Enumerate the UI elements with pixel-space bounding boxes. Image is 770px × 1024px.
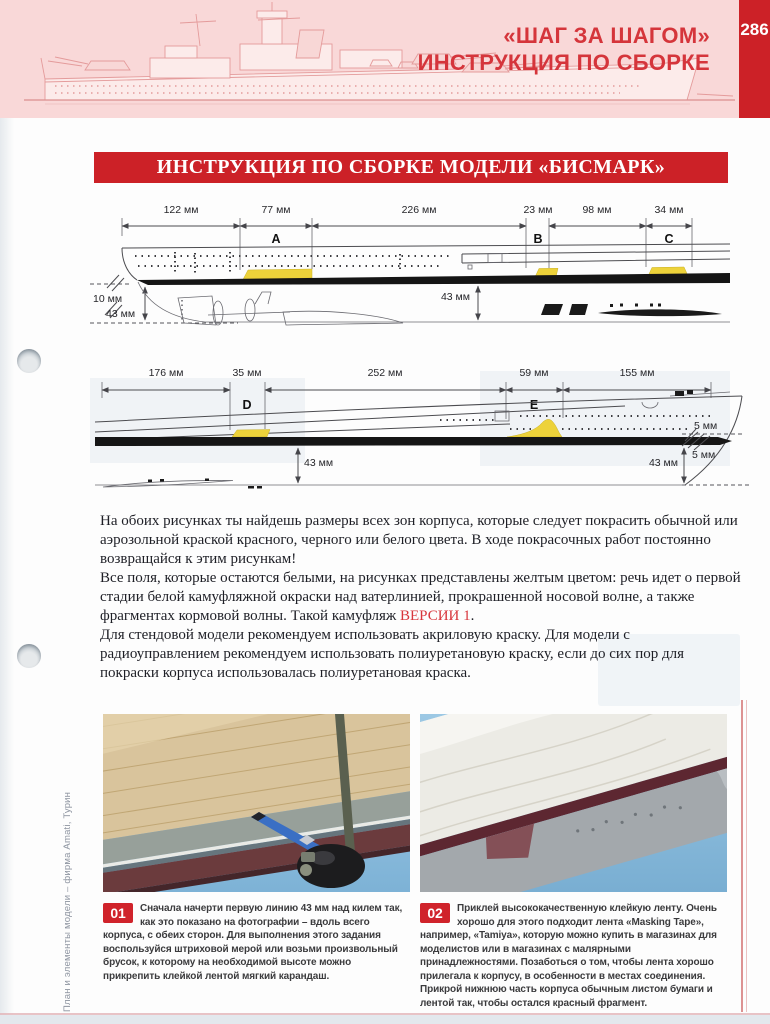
photo-1-art (103, 714, 410, 892)
step-2-caption (420, 902, 725, 1010)
paragraph-2-end: . (470, 608, 475, 624)
d2-bow-height-label: 43 мм (648, 457, 678, 469)
paragraph-1: На обоих рисунках ты найдешь размеры всех зон корпуса, которые следует покрасить обычной или аэрозольной краской красного, черного или белого цвета. В ходе покрасочных работ постоянно возвращайся к этим рисункам! (100, 513, 738, 567)
d1-zone-a: A (271, 232, 281, 246)
d2-bow-bottom-label: 5 мм (692, 449, 716, 461)
d1-measure-2: 226 мм (401, 204, 437, 216)
binder-hole-top (17, 349, 41, 373)
paragraph-2 (100, 569, 743, 626)
step-1-caption (103, 902, 408, 983)
photo-step-1 (103, 714, 410, 892)
page-bottom-edge (0, 1015, 770, 1024)
page-edge-red-line (741, 700, 743, 1012)
d2-zone-d: D (242, 398, 252, 412)
paragraph-3: Для стендовой модели рекомендуем использовать акриловую краску. Для модели с радиоуправлением рекомендуем использовать полиуретановую краску, если до сих пор для покраски корпуса использовалась полиуретановая краска. (100, 627, 684, 681)
d2-measure-3: 59 мм (519, 367, 549, 379)
d2-zone-e: E (529, 398, 539, 412)
article-title-banner: ИНСТРУКЦИЯ ПО СБОРКЕ МОДЕЛИ «БИСМАРК» (94, 152, 728, 183)
d2-measure-1: 35 мм (232, 367, 262, 379)
d1-offset-label: 10 мм (93, 293, 123, 305)
page-number: 286 (740, 20, 769, 39)
header-line2: ИНСТРУКЦИЯ ПО СБОРКЕ (417, 50, 710, 75)
d2-measure-2: 252 мм (367, 367, 403, 379)
binder-hole-bottom (17, 644, 41, 668)
page-number-tab (739, 0, 770, 118)
photo-2-art (420, 714, 727, 892)
d1-zone-b: B (533, 232, 543, 246)
d1-height-left-label: 43 мм (106, 308, 136, 320)
d1-height-mid-label: 43 мм (440, 291, 470, 303)
d1-measure-1: 77 мм (261, 204, 291, 216)
d1-measure-5: 34 мм (654, 204, 684, 216)
d1-zone-c: C (664, 232, 674, 246)
header-line1: «ШАГ ЗА ШАГОМ» (503, 23, 710, 48)
step-2-number-badge: 02 (420, 903, 450, 923)
hull-painting-diagram-stern (90, 196, 750, 348)
step-1-number-badge: 01 (103, 903, 133, 923)
d1-measure-3: 23 мм (523, 204, 553, 216)
page-header (0, 0, 770, 118)
d2-waterline-stripe (95, 437, 732, 446)
d1-waterline-stripe (137, 273, 730, 285)
paragraph-2-version-note: ВЕРСИИ 1 (400, 608, 471, 624)
d1-measure-0: 122 мм (163, 204, 199, 216)
body-text (100, 512, 743, 683)
paragraph-2-main: Все поля, которые остаются белыми, на рисунках представлены желтым цветом: речь идет о первой стадии белой камуфляжной окраски над ватерлинией, прокрашенной носовой волне, а также фрагментах кормовой волны. Такой камуфляж (100, 570, 741, 624)
page-edge-red-line-2 (746, 700, 747, 1012)
d1-measure-4: 98 мм (582, 204, 612, 216)
d2-measure-4: 155 мм (619, 367, 655, 379)
d2-bilge-keel-art (103, 479, 262, 489)
photo-step-2 (420, 714, 727, 892)
d1-deck-marks (541, 304, 722, 317)
header-title (418, 22, 710, 76)
d2-bow-top-label: 5 мм (694, 420, 718, 432)
model-credit-vertical-text: План и элементы модели – фирма Amati, Турин (62, 791, 73, 1012)
page-edge-shadow (0, 118, 14, 1024)
d2-keel-height-label: 43 мм (304, 457, 334, 469)
step-2-text: Приклей высококачественную клейкую ленту. Очень хорошо для этого подходит лента «Masking Tape», например, «Tamiya», которую можно купить в магазинах для моделистов или в магазинах с малярными принадлежностями. Позаботься о том, чтобы лента хорошо прилегала к корпусу, в особенности в местах соединения. Прикрой нижнюю часть корпуса обычным листом бумаги и лентой так, чтобы остался красный фрагмент. (420, 903, 717, 1009)
d2-measure-0: 176 мм (148, 367, 184, 379)
d1-underwater-stern-art (138, 282, 730, 325)
hull-painting-diagram-bow (90, 356, 770, 506)
step-1-text: Сначала начерти первую линию 43 мм над килем так, как это показано на фотографии – вдоль всего корпуса, с обеих сторон. Для выполнения этого задания воспользуйся штриховой мерой или возьми произвольный брусок, к которому на необходимой высоте можно прикрепить клейкой лентой мягкий карандаш. (103, 903, 403, 982)
